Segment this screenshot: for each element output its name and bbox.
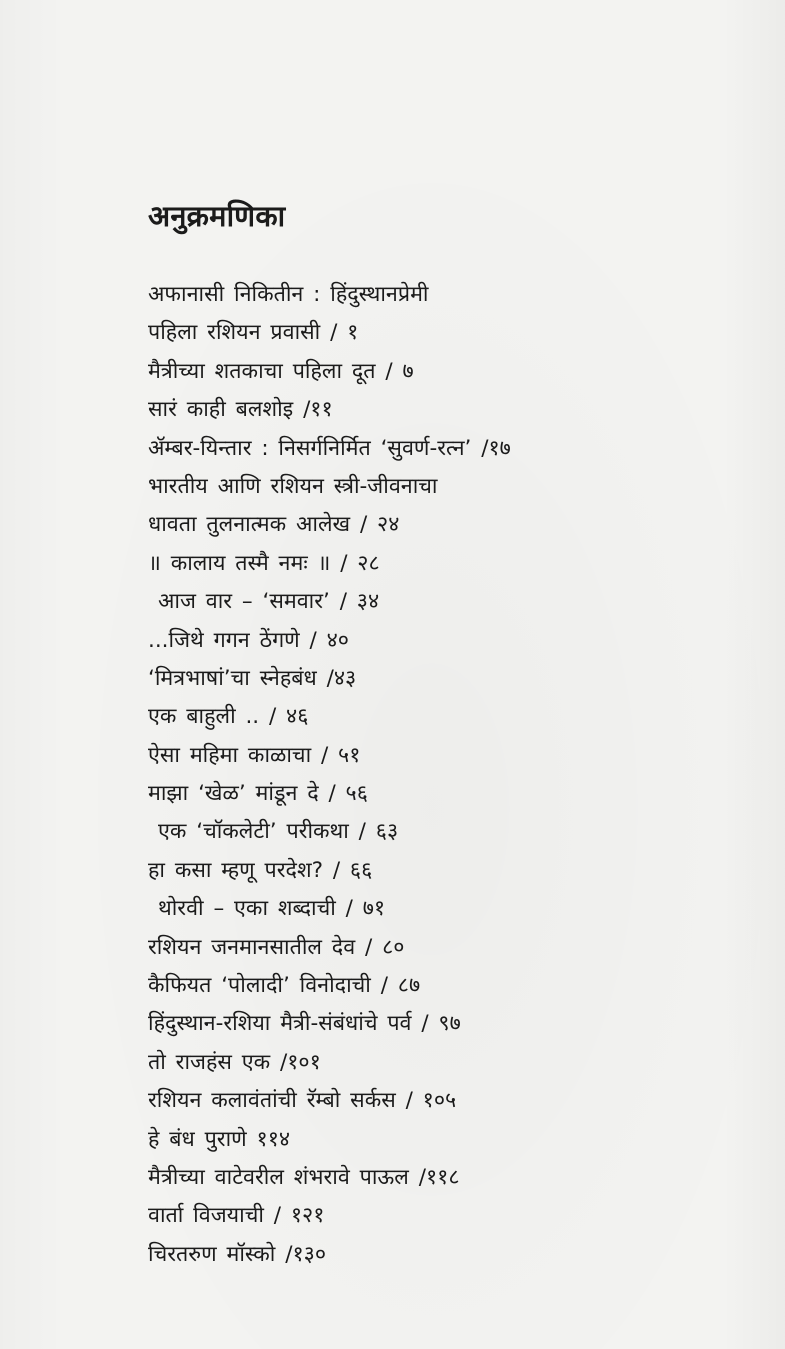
- toc-entry: मैत्रीच्या शतकाचा पहिला दूत / ७: [148, 358, 414, 384]
- toc-entry: रशियन जनमानसातील देव / ८०: [148, 934, 405, 960]
- toc-entry: ‘मित्रभाषां’चा स्नेहबंध /४३: [148, 665, 357, 691]
- toc-entry: ॲम्बर-यिन्तार : निसर्गनिर्मित ‘सुवर्ण-रत्न’ /१७: [148, 435, 511, 461]
- toc-entry: पहिला रशियन प्रवासी / १: [148, 320, 359, 346]
- toc-entry: आज वार – ‘समवार’ / ३४: [158, 589, 380, 615]
- toc-entry: हे बंध पुराणे ११४: [148, 1126, 291, 1152]
- toc-entry: माझा ‘खेळ’ मांडून दे / ५६: [148, 781, 368, 807]
- toc-entry: तो राजहंस एक /१०१: [148, 1049, 321, 1075]
- toc-entry: एक ‘चॉकलेटी’ परीकथा / ६३: [158, 819, 399, 845]
- toc-entry: थोरवी – एका शब्दाची / ७१: [158, 896, 386, 922]
- toc-entry: भारतीय आणि रशियन स्त्री-जीवनाचा: [148, 473, 438, 499]
- toc-entry: सारं काही बलशोइ /११: [148, 397, 333, 423]
- toc-entry: अफानासी निकितीन : हिंदुस्थानप्रेमी: [148, 282, 429, 307]
- toc-entry: हिंदुस्थान-रशिया मैत्री-संबंधांचे पर्व / ९७: [148, 1011, 461, 1037]
- contents-title: अनुक्रमणिका: [148, 199, 286, 233]
- table-of-contents: [148, 276, 748, 1274]
- toc-entry: ऐसा महिमा काळाचा / ५१: [148, 742, 361, 768]
- toc-entry: एक बाहुली .. / ४६: [148, 704, 309, 730]
- toc-entry: ॥ कालाय तस्मै नमः ॥ / २८: [148, 550, 380, 576]
- toc-entry: मैत्रीच्या वाटेवरील शंभरावे पाऊल /११८: [148, 1164, 460, 1190]
- toc-entry: रशियन कलावंतांची रॅम्बो सर्कस / १०५: [148, 1088, 457, 1114]
- toc-entry: वार्ता विजयाची / १२१: [148, 1203, 325, 1229]
- toc-entry: ...जिथे गगन ठेंगणे / ४०: [148, 627, 349, 653]
- toc-entry: चिरतरुण मॉस्को /१३०: [148, 1241, 326, 1267]
- toc-entry: हा कसा म्हणू परदेश? / ६६: [148, 857, 373, 883]
- toc-entry: कैफियत ‘पोलादी’ विनोदाची / ८७: [148, 973, 421, 999]
- toc-entry: धावता तुलनात्मक आलेख / २४: [148, 512, 400, 538]
